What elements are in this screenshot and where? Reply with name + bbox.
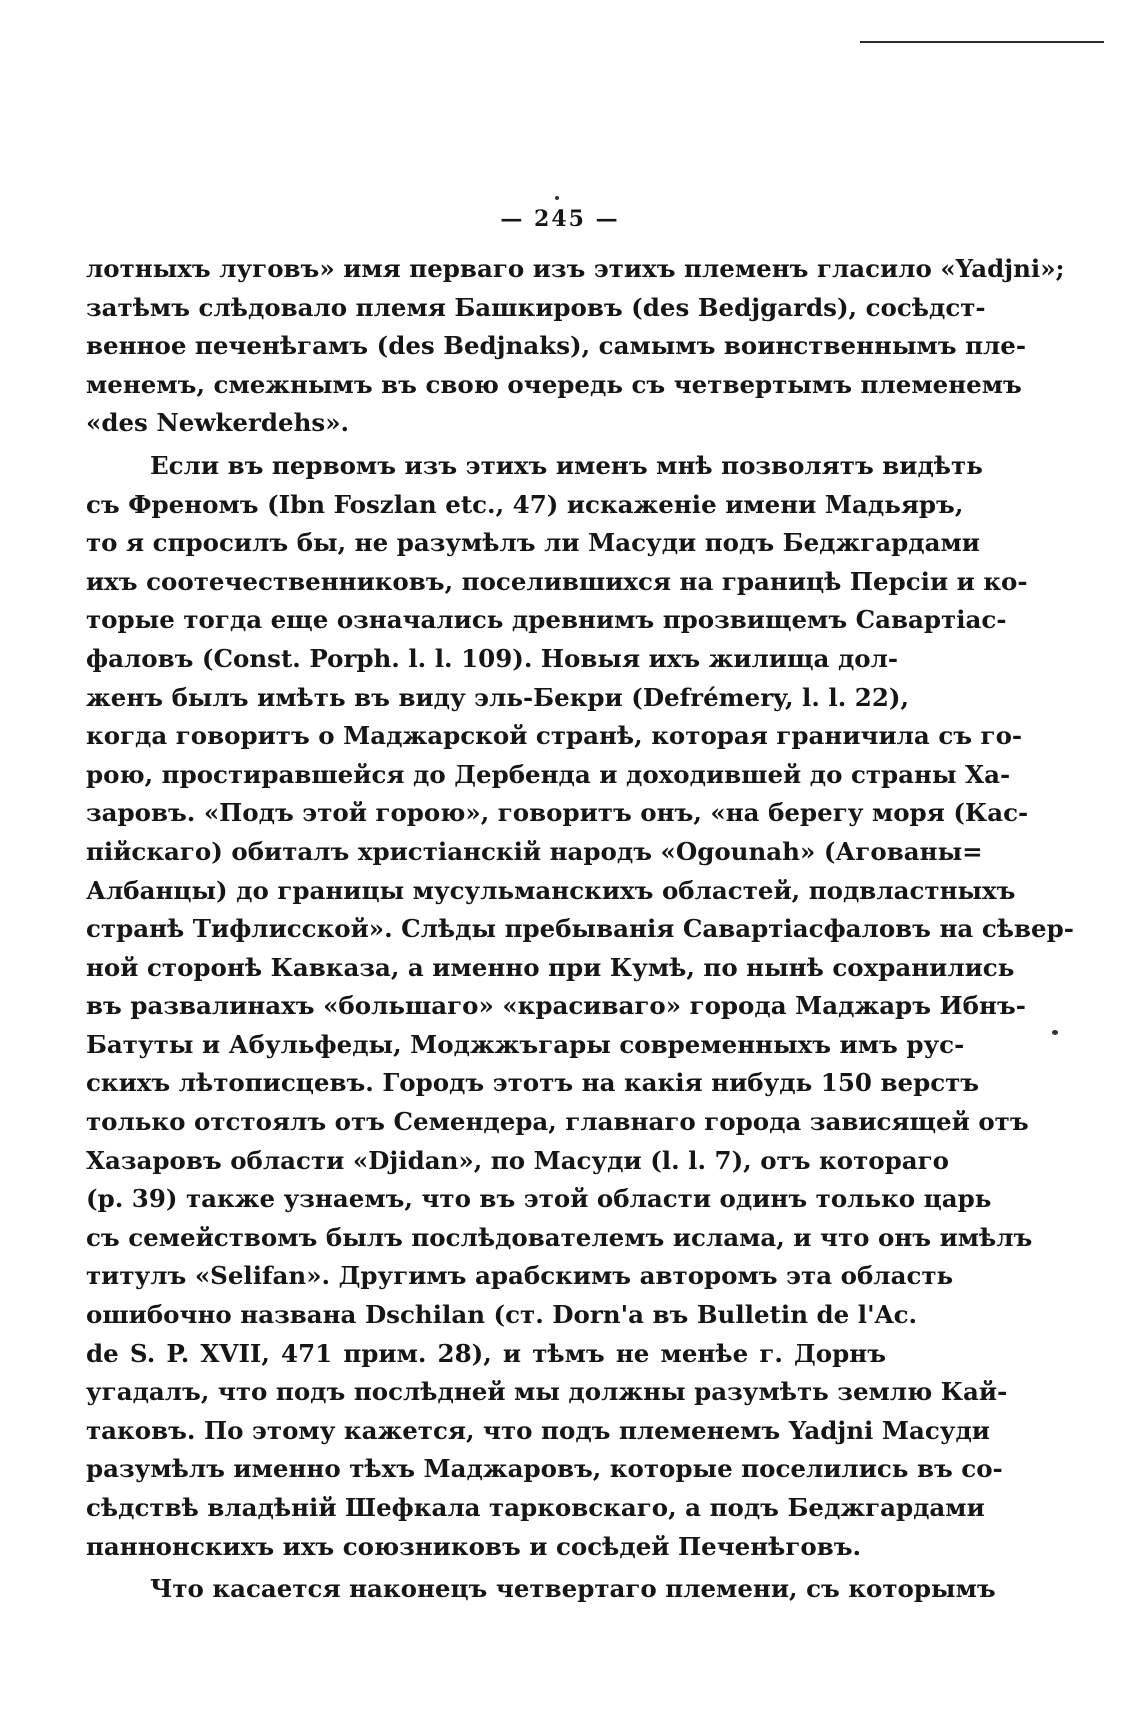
text-line: разумѣлъ именно тѣхъ Маджаровъ, которые поселились въ со- <box>86 1454 1003 1484</box>
text-line: скихъ лѣтописцевъ. Городъ этотъ на какія нибудь 150 верстъ <box>86 1068 980 1098</box>
text-line: торые тогда еще означались древнимъ прозвищемъ Савартіас- <box>86 605 1007 635</box>
text-line: заровъ. «Подъ этой горою», говоритъ онъ, «на берегу моря (Кас- <box>86 798 1029 828</box>
text-line: то я спросилъ бы, не разумѣлъ ли Масуди подъ Беджгардами <box>86 528 980 558</box>
text-line: фаловъ (Const. Porph. l. l. 109). Новыя ихъ жилища дол- <box>86 643 899 673</box>
text-line: сѣдствѣ владѣній Шефкала тарковскаго, а подъ Беджгардами <box>86 1493 985 1522</box>
text-line: странѣ Тифлисской». Слѣды пребыванія Савартіасфаловъ на сѣвер- <box>86 914 1074 944</box>
text-line: съ семействомъ былъ послѣдователемъ ислама, и что онъ имѣлъ <box>86 1222 1033 1252</box>
text-line: съ Френомъ (Ibn Foszlan etc., 47) искаженіе имени Мадьяръ, <box>86 489 964 519</box>
text-line: рою, простиравшейся до Дербенда и доходившей до страны Ха- <box>86 759 1011 789</box>
text-line: титулъ «Selifan». Другимъ арабскимъ авторомъ эта область <box>86 1261 954 1291</box>
text-line: «des Newkerdehs». <box>86 408 350 438</box>
text-line: Что касается наконецъ четвертаго племени, съ которымъ <box>150 1574 996 1604</box>
text-line: пійскаго) обиталъ христіанскій народъ «Ogounah» (Агованы= <box>86 836 983 866</box>
page-body-text <box>86 250 1074 1609</box>
scan-edge-rule <box>860 41 1104 43</box>
text-line: Если въ первомъ изъ этихъ именъ мнѣ позволятъ видѣть <box>150 450 983 480</box>
text-line: менемъ, смежнымъ въ свою очередь съ четвертымъ племенемъ <box>86 369 1022 399</box>
text-line: женъ былъ имѣть въ виду эль-Бекри (Defrémery, l. l. 22), <box>86 682 909 712</box>
text-line: лотныхъ луговъ» имя перваго изъ этихъ племенъ гласило «Yadjni»; <box>86 254 1065 283</box>
text-line: въ развалинахъ «большаго» «красиваго» города Маджаръ Ибнъ- <box>86 991 1026 1021</box>
text-line: ошибочно названа Dschilan (ст. Dorn'а въ Bulletin de l'Ac. <box>86 1300 918 1330</box>
text-line: (p. 39) также узнаемъ, что въ этой области одинъ только царь <box>86 1184 992 1214</box>
text-line: затѣмъ слѣдовало племя Башкировъ (des Bedjgards), сосѣдст- <box>86 292 986 322</box>
paragraph <box>86 447 1074 1566</box>
page-number: — 245 — <box>500 206 620 232</box>
text-line: паннонскихъ ихъ союзниковъ и сосѣдей Печенѣговъ. <box>86 1531 862 1561</box>
text-line: угадалъ, что подъ послѣдней мы должны разумѣть землю Кай- <box>86 1377 1008 1407</box>
text-line: Албанцы) до границы мусульманскихъ областей, подвластныхъ <box>86 875 1016 905</box>
text-line: ной сторонѣ Кавказа, а именно при Кумѣ, по нынѣ сохранились <box>86 952 1015 982</box>
scan-speck <box>555 196 559 200</box>
scan-speck <box>1052 1030 1058 1035</box>
paragraph <box>86 250 1065 443</box>
text-line: когда говоритъ о Маджарской странѣ, которая граничила съ го- <box>86 721 1023 751</box>
text-line: венное печенѣгамъ (des Bedjnaks), самымъ воинственнымъ пле- <box>86 331 1027 361</box>
text-line: ихъ соотечественниковъ, поселившихся на границѣ Персіи и ко- <box>86 566 1028 596</box>
text-line: Батуты и Абульфеды, Моджжъгары современныхъ имъ рус- <box>86 1029 965 1059</box>
text-line: de S. P. XVII, 471 прим. 28), и тѣмъ не менѣе г. Дорнъ <box>86 1338 886 1368</box>
text-line: таковъ. По этому кажется, что подъ племенемъ Yadjni Масуди <box>86 1415 990 1445</box>
paragraph <box>86 1570 996 1609</box>
text-line: только отстоялъ отъ Семендера, главнаго города зависящей отъ <box>86 1107 1029 1137</box>
text-line: Хазаровъ области «Djidan», по Масуди (l. l. 7), отъ котораго <box>86 1145 949 1175</box>
